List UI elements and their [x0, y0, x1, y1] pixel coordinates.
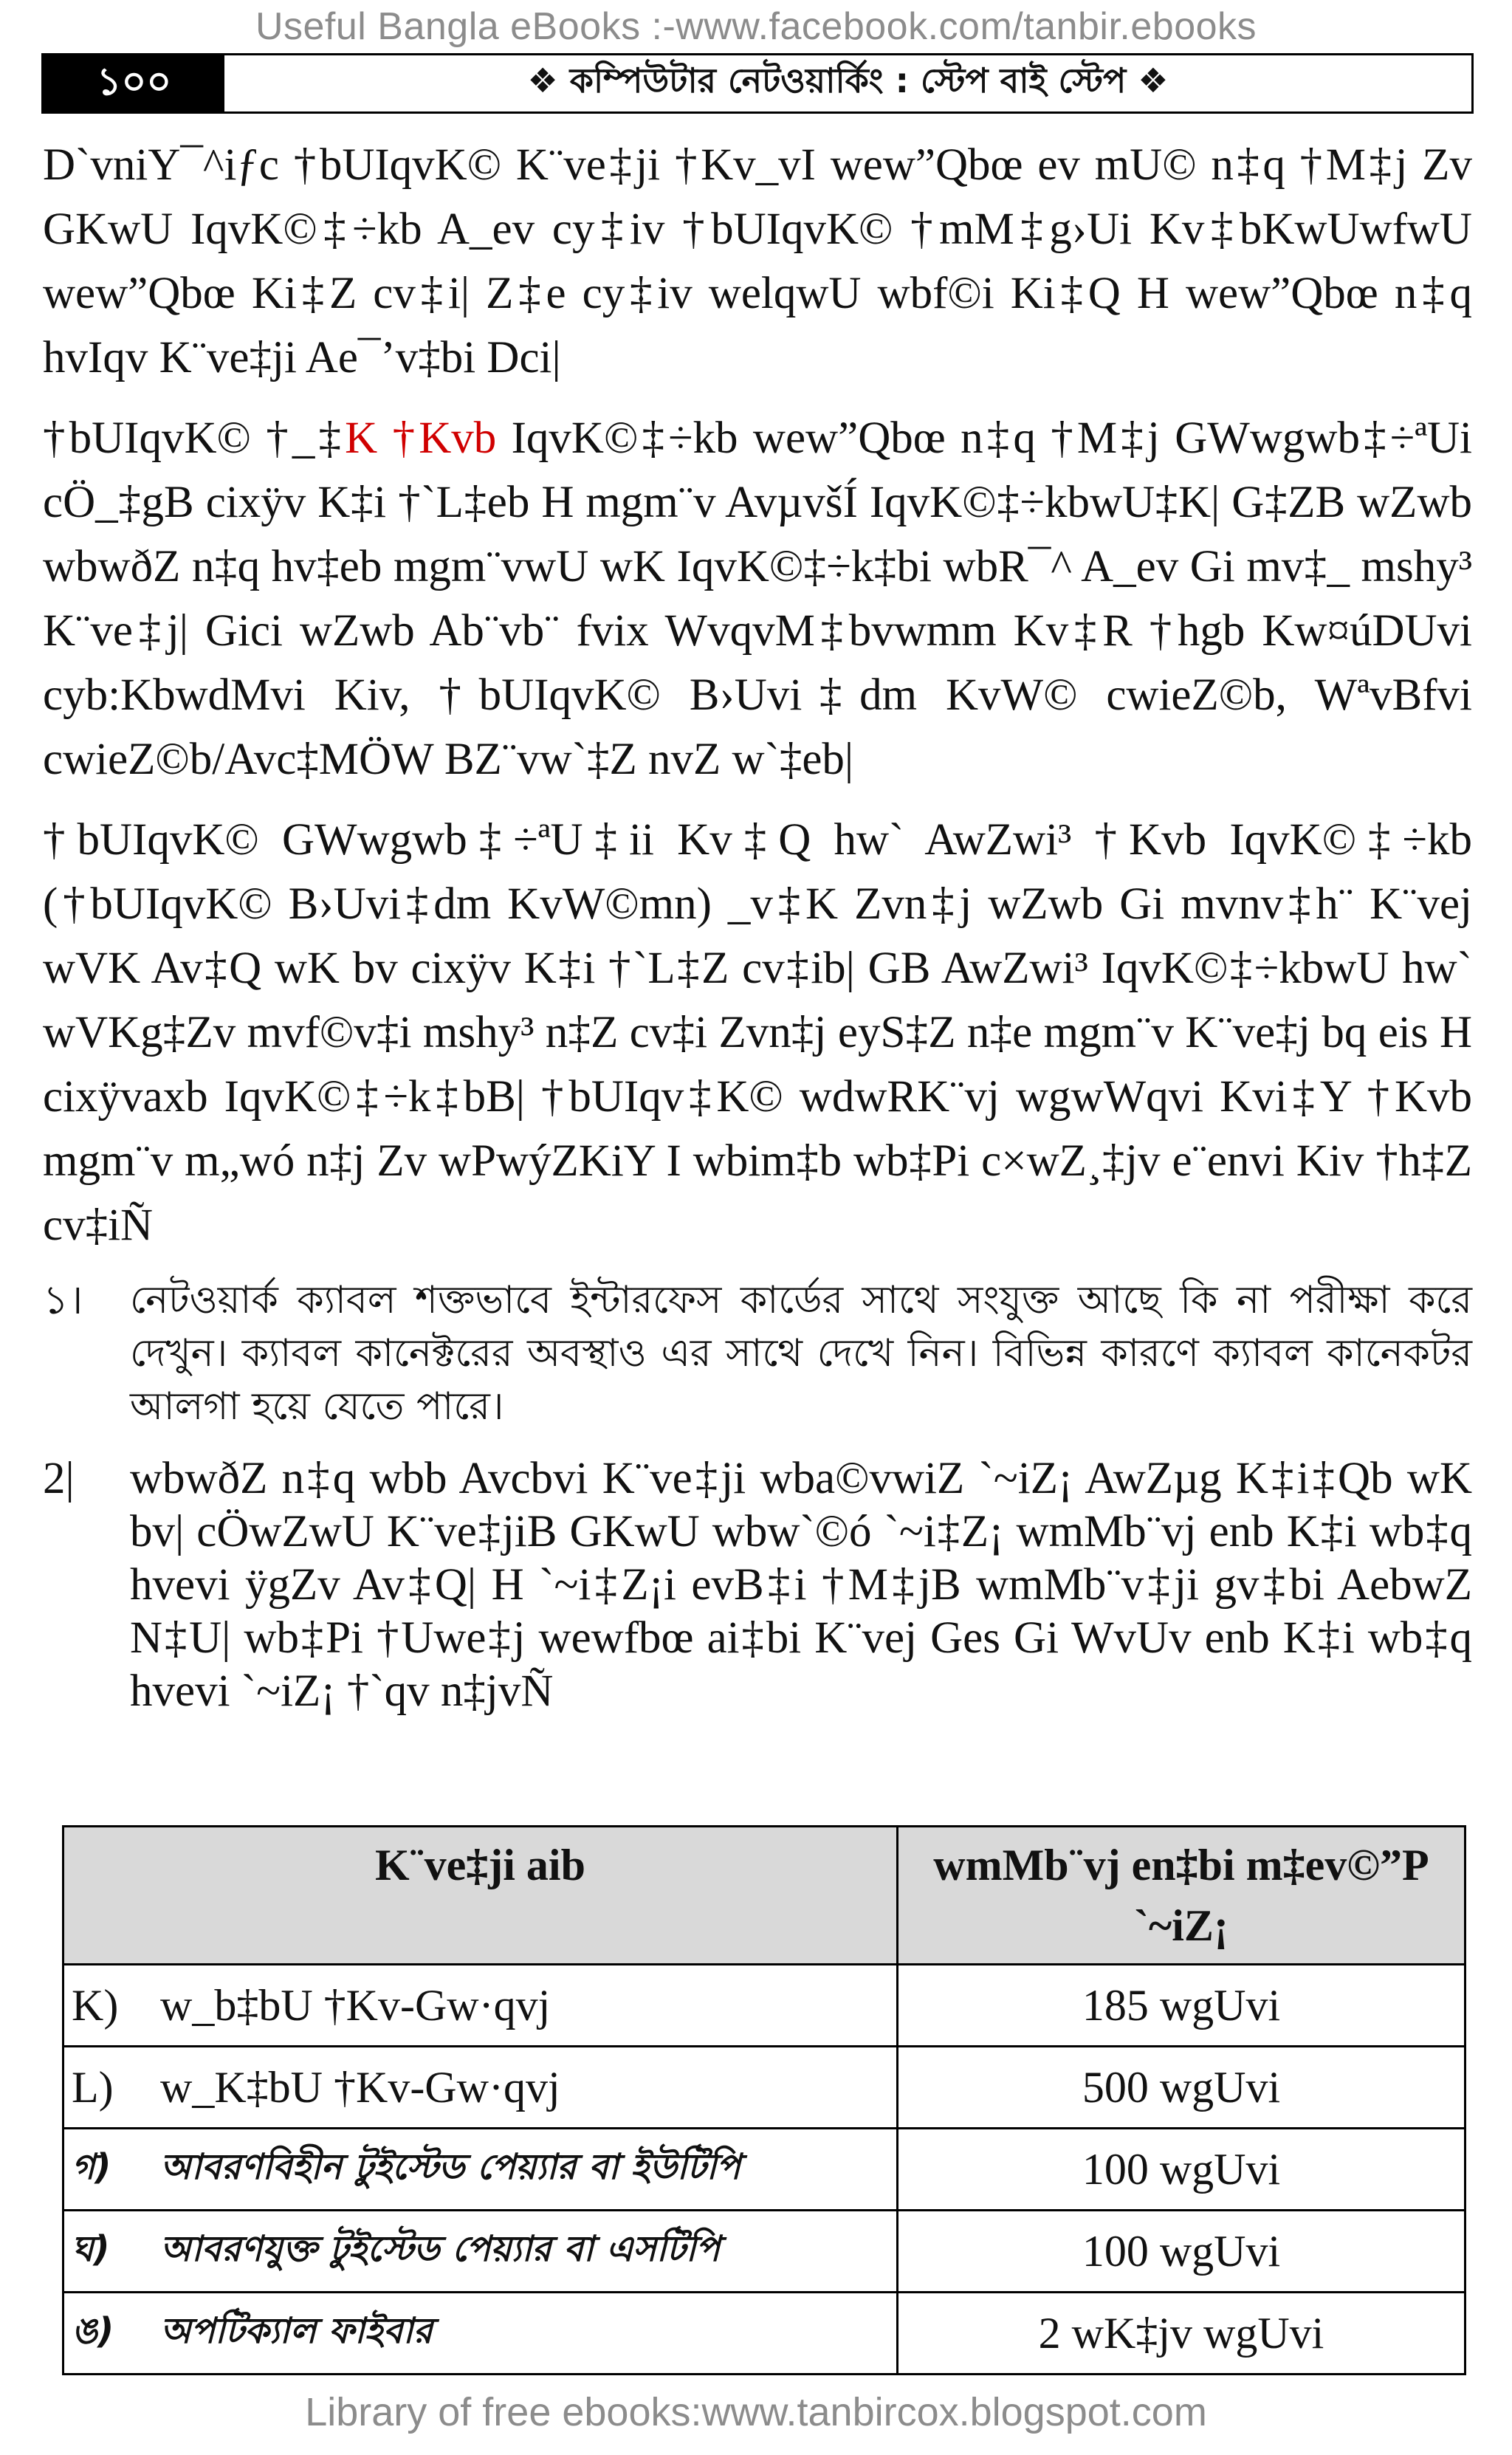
cable-type-cell [63, 2293, 898, 2375]
paragraph-3: †bUIqvK© GWwgwb‡÷ªU‡ii Kv‡Q hw` AwZwi³ †Kvb IqvK©‡÷kb (†bUIqvK© B›Uvi‡dm KvW©mn) _v‡K Zvn‡j wZwb Gi mvnv‡h¨ K¨vej wVK Av‡Q wK bv cixÿv K‡i †`L‡Z cv‡ib| GB AwZwi³ IqvK©‡÷kbwU hw` wVKg‡Zv mvf©v‡i mshy³ n‡Z cv‡i Zvn‡j eyS‡Z n‡e mgm¨v K¨ve‡j bq eis H cixÿvaxb IqvK©‡÷k‡bB| †bUIqv‡K© wdwRK¨vj wgwWqvi Kvi‡Y †Kvb mgm¨v m„wó n‡j Zv wPwýZKiY I wbim‡b wb‡Pi c×wZ¸‡jv e¨envi Kiv †h‡Z cv‡iÑ [43, 815, 1472, 1250]
paragraph-2-rest: IqvK©‡÷kb wew”Qbœ n‡q †M‡j GWwgwb‡÷ªUi cÖ_‡gB cixÿv K‡i †`L‡eb H mgm¨v AvµvšÍ IqvK©‡÷kbwU‡K| G‡ZB wZwb wbwðZ n‡q hv‡eb mgm¨vwU wK IqvK©‡÷k‡bi wbR¯^ A_ev Gi mv‡_ mshy³ K¨ve‡j| Gici wZwb Ab¨vb¨ fvix WvqvM‡bvwmm Kv‡R †hgb Kw¤úDUvi cyb:KbwdMvi Kiv, †bUIqvK© B›Uvi‡dm KvW© cwieZ©b, WªvBfvi cwieZ©b/Avc‡MÖW BZ¨vw`‡Z nvZ w`‡eb| [43, 413, 1473, 784]
distance-cell: 100 wgUvi [898, 2211, 1465, 2293]
distance-cell: 500 wgUvi [898, 2047, 1465, 2129]
row-index: গ) [72, 2146, 111, 2188]
table-row [63, 2047, 1465, 2129]
page-number: ১০০ [44, 55, 224, 111]
cable-name: আবরণবিহীন টুইস্টেড পেয়্যার বা ইউটিপি [160, 2146, 741, 2188]
list-item-text: wbwðZ n‡q wbb Avcbvi K¨ve‡ji wba©vwiZ `~iZ¡ AwZµg K‡i‡Qb wK bv| cÖwZwU K¨ve‡jiB GKwU wbw`©ó `~i‡Z¡ wmMb¨vj enb K‡i wb‡q hvevi ÿgZv Av‡Q| H `~i‡Z¡i evB‡i †M‡jB wmMb¨v‡ji gv‡bi AebwZ N‡U| wb‡Pi †Uwe‡j wewfbœ ai‡bi K¨vej Ges Gi WvUv enb K‡i wb‡q hvevi `~iZ¡ †`qv n‡jvÑ [130, 1454, 1472, 1716]
list-item-number: 2| [43, 1454, 75, 1503]
cable-name: w_b‡bU †Kv-Gw·qvj [160, 1980, 551, 2030]
column-header-max-distance: wmMb¨vj en‡bi m‡ev©”P `~iZ¡ [898, 1827, 1465, 1965]
distance-cell: 2 wK‡jv wgUvi [898, 2293, 1465, 2375]
watermark-top: Useful Bangla eBooks :-www.facebook.com/tanbir.ebooks [255, 5, 1257, 48]
running-title: ❖ কম্পিউটার নেটওয়ার্কিং : স্টেপ বাই স্টেপ ❖ [527, 61, 1169, 100]
watermark-bottom: Library of free ebooks:www.tanbircox.blogspot.com [305, 2390, 1207, 2434]
list-item-2 [43, 1452, 1472, 1718]
distance-cell: 185 wgUvi [898, 1965, 1465, 2047]
table-row [63, 2293, 1465, 2375]
list-item-text: নেটওয়ার্ক ক্যাবল শক্তভাবে ইন্টারফেস কার্ডের সাথে সংযুক্ত আছে কি না পরীক্ষা করে দেখুন। ক্যাবল কানেক্টরের অবস্থাও এর সাথে দেখে নিন। বিভিন্ন কারণে ক্যাবল কানেকটর আলগা হয়ে যেতে পারে। [130, 1278, 1472, 1429]
table-header-row [63, 1827, 1465, 1965]
paragraph-2 [43, 406, 1472, 792]
list-item-number: ১। [43, 1278, 83, 1322]
cable-name: আবরণযুক্ত টুইস্টেড পেয়্যার বা এসটিপি [160, 2228, 721, 2270]
cable-type-cell [63, 2129, 898, 2211]
cable-type-cell [63, 2211, 898, 2293]
cable-name: w_K‡bU †Kv-Gw·qvj [160, 2062, 560, 2112]
paragraph-2-start: †bUIqvK© †_‡ [43, 413, 346, 463]
paragraph-1: D`vniY¯^iƒc †bUIqvK© K¨ve‡ji †Kv_vI wew”Qbœ ev mU© n‡q †M‡j Zv GKwU IqvK©‡÷kb A_ev cy‡iv †bUIqvK© †mM‡g›Ui Kv‡bKwUwfwU wew”Qbœ Ki‡Z cv‡i| Z‡e cy‡iv welqwU wbf©i Ki‡Q H wew”Qbœ n‡q hvIqv K¨ve‡ji Ae¯’v‡bi Dci| [43, 140, 1472, 382]
column-header-cable-type: K¨ve‡ji aib [63, 1827, 898, 1965]
list-item-1 [43, 1274, 1472, 1433]
row-index: ঙ) [72, 2310, 114, 2352]
page-header [41, 53, 1474, 114]
paragraph-2-red-text: K †Kvb [345, 413, 497, 463]
table-row [63, 2211, 1465, 2293]
page-body [43, 133, 1472, 1737]
cable-type-cell [63, 1965, 898, 2047]
row-index: K) [72, 1980, 119, 2030]
distance-cell: 100 wgUvi [898, 2129, 1465, 2211]
cable-distance-table [62, 1825, 1466, 2375]
cable-name: অপটিক্যাল ফাইবার [160, 2310, 433, 2352]
table-row [63, 1965, 1465, 2047]
row-index: L) [72, 2062, 114, 2112]
row-index: ঘ) [72, 2228, 110, 2270]
cable-type-cell [63, 2047, 898, 2129]
table-row [63, 2129, 1465, 2211]
